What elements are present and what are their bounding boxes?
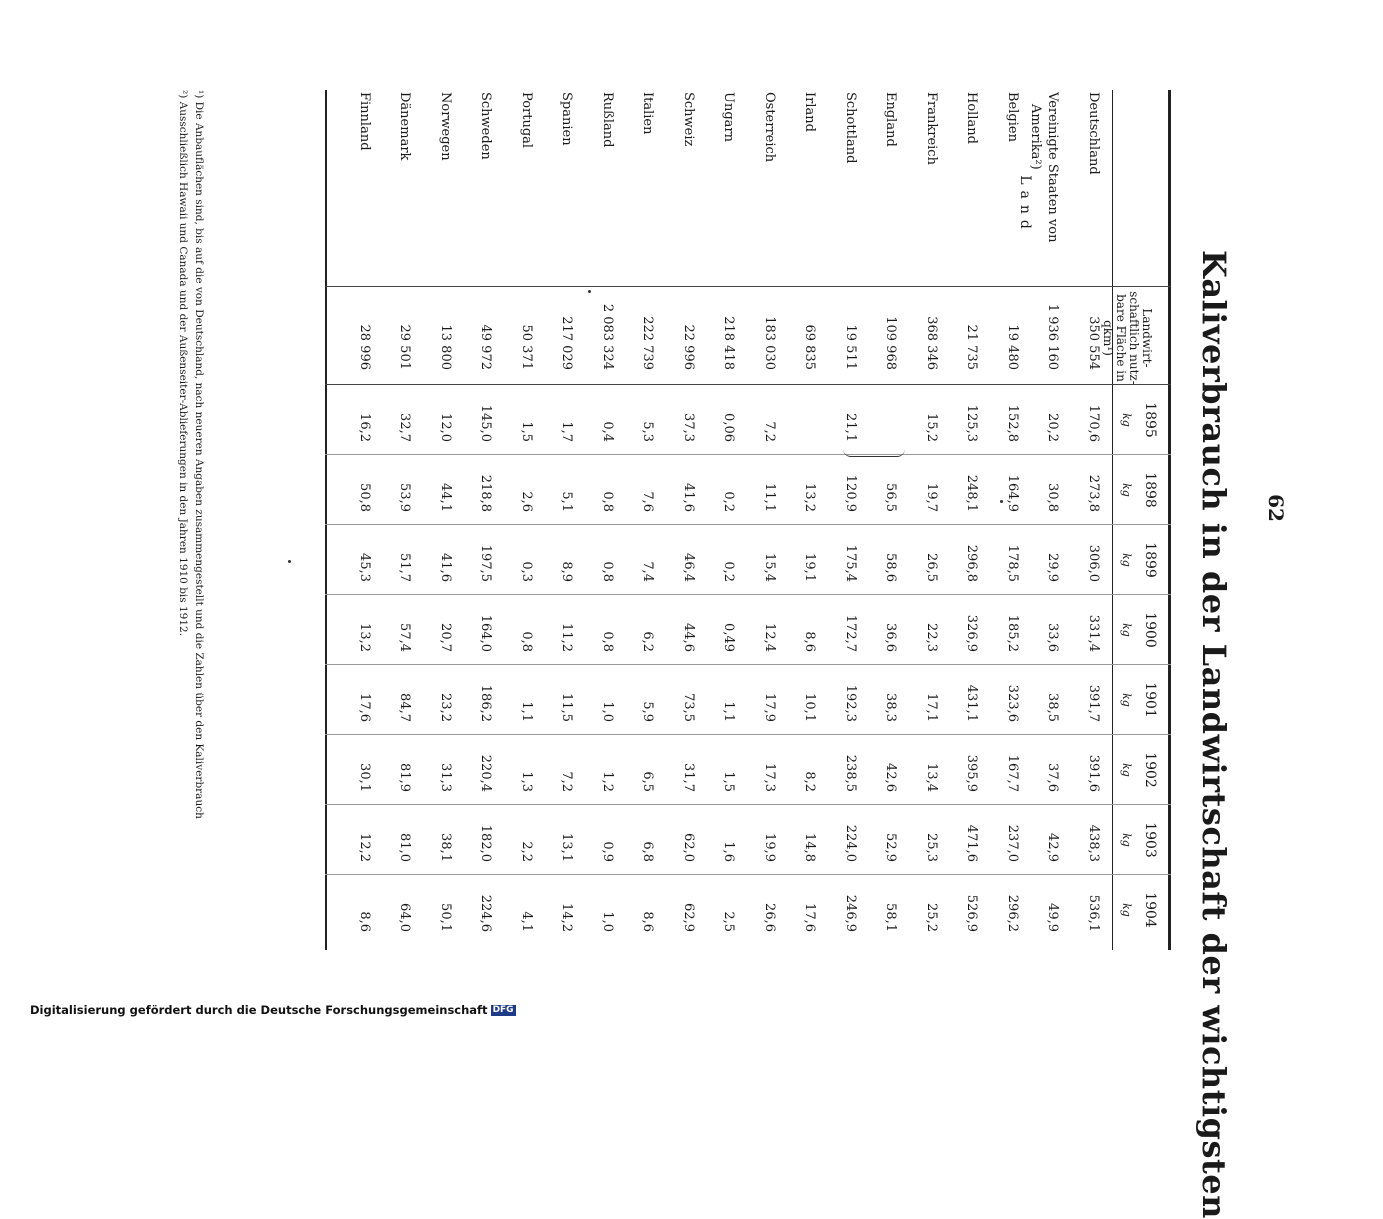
value-cell-1899: 175,4 <box>843 544 858 582</box>
scan-speck <box>288 560 291 563</box>
value-cell-1903: 237,0 <box>1005 824 1020 862</box>
value-cell-1900: 0,8 <box>600 631 615 652</box>
country-cell <box>477 92 494 290</box>
country-cell <box>1003 92 1020 290</box>
value-cell-1902: 391,6 <box>1086 754 1101 792</box>
header-unit: kg <box>1120 413 1133 427</box>
value-cell-1902: 31,3 <box>438 763 453 792</box>
area-cell: 21 735 <box>964 324 980 370</box>
value-cell-1898: 2,6 <box>519 491 534 512</box>
value-cell-1904: 526,9 <box>964 894 980 932</box>
value-cell-1902: 8,2 <box>802 771 818 792</box>
value-cell-1900: 0,49 <box>721 623 737 652</box>
value-cell-1904: 50,1 <box>438 903 453 932</box>
value-cell-1904: 536,1 <box>1086 894 1101 932</box>
area-cell: 29 501 <box>397 324 413 370</box>
value-cell-1899: 178,5 <box>1005 544 1020 582</box>
value-cell-1895: 0,06 <box>721 413 737 442</box>
area-cell: 222 739 <box>640 316 656 370</box>
table-row <box>338 0 372 1000</box>
value-cell-1903: 14,8 <box>802 833 818 862</box>
header-area: Landwirt-schaftlich nutz-bare Fläche in qkm¹) <box>1101 291 1154 385</box>
country-name: Schottland <box>843 92 858 164</box>
value-cell-1903: 52,9 <box>883 833 899 862</box>
header-unit: kg <box>1120 903 1133 917</box>
header-year: 1899 <box>1142 542 1158 578</box>
value-cell-1900: 326,9 <box>964 614 980 652</box>
value-cell-1900: 20,7 <box>438 623 453 652</box>
value-cell-1901: 17,6 <box>357 693 372 722</box>
value-cell-1903: 224,0 <box>843 824 858 862</box>
value-cell-1903: 81,0 <box>397 833 413 862</box>
value-cell-1900: 172,7 <box>843 614 858 652</box>
value-cell-1899: 26,5 <box>924 553 939 582</box>
value-cell-1899: 197,5 <box>478 544 494 582</box>
value-cell-1895: 37,3 <box>681 413 696 442</box>
value-cell-1902: 1,2 <box>600 771 615 792</box>
country-name: Portugal <box>519 92 534 149</box>
value-cell-1901: 73,5 <box>681 693 696 722</box>
value-cell-1903: 6,8 <box>640 841 656 862</box>
country-cell <box>396 92 413 290</box>
value-cell-1902: 1,3 <box>519 771 534 792</box>
country-cell <box>436 92 453 290</box>
value-cell-1902: 37,6 <box>1045 763 1061 792</box>
area-cell: 217 029 <box>559 316 575 370</box>
header-unit: kg <box>1120 623 1133 637</box>
value-cell-1901: 38,5 <box>1045 693 1061 722</box>
area-cell: 183 030 <box>762 316 777 370</box>
top-thick-rule <box>1168 90 1171 950</box>
country-cell <box>882 92 899 290</box>
value-cell-1901: 17,9 <box>762 693 777 722</box>
digitization-credit <box>30 1003 514 1017</box>
value-cell-1898: 273,8 <box>1086 474 1101 512</box>
value-cell-1898: 50,8 <box>357 483 372 512</box>
value-cell-1900: 0,8 <box>519 631 534 652</box>
value-cell-1904: 49,9 <box>1045 903 1061 932</box>
value-cell-1904: 26,6 <box>762 903 777 932</box>
value-cell-1900: 12,4 <box>762 623 777 652</box>
header-unit: kg <box>1120 553 1133 567</box>
country-name: Österreich <box>762 92 777 163</box>
value-cell-1903: 1,6 <box>721 841 737 862</box>
country-cell <box>639 92 656 290</box>
value-cell-1899: 7,4 <box>640 561 656 582</box>
value-cell-1901: 1,1 <box>519 701 534 722</box>
table-row <box>905 0 939 1000</box>
value-cell-1899: 41,6 <box>438 553 453 582</box>
country-name: Irland <box>802 92 818 132</box>
value-cell-1901: 323,6 <box>1005 684 1020 722</box>
country-name: Italien <box>640 92 656 135</box>
value-cell-1904: 224,6 <box>478 894 494 932</box>
value-cell-1895: 7,2 <box>762 421 777 442</box>
value-cell-1895: 32,7 <box>397 413 413 442</box>
value-cell-1901: 17,1 <box>924 693 939 722</box>
country-name: Frankreich <box>924 92 939 165</box>
country-name: Ungarn <box>721 92 737 142</box>
value-cell-1902: 31,7 <box>681 763 696 792</box>
value-cell-1900: 36,6 <box>883 623 899 652</box>
header-unit: kg <box>1120 833 1133 847</box>
value-cell-1895: 0,4 <box>600 421 615 442</box>
value-cell-1902: 13,4 <box>924 763 939 792</box>
table-row <box>865 0 899 1000</box>
country-cell <box>720 92 737 290</box>
value-cell-1904: 17,6 <box>802 903 818 932</box>
value-cell-1899: 296,8 <box>964 544 980 582</box>
table-row <box>986 0 1020 1000</box>
value-cell-1903: 42,9 <box>1045 833 1061 862</box>
value-cell-1904: 58,1 <box>883 903 899 932</box>
country-name: Deutschland <box>1086 92 1101 175</box>
area-cell: 50 371 <box>519 324 534 370</box>
value-cell-1895: 145,0 <box>478 404 494 442</box>
table-row <box>419 0 453 1000</box>
area-cell: 22 996 <box>681 324 696 370</box>
value-cell-1898: 248,1 <box>964 474 980 512</box>
table-row <box>743 0 777 1000</box>
scan-speck <box>1000 500 1003 503</box>
header-unit: kg <box>1120 763 1133 777</box>
value-cell-1899: 45,3 <box>357 553 372 582</box>
value-cell-1900: 185,2 <box>1005 614 1020 652</box>
country-cell <box>558 92 575 290</box>
value-cell-1901: 23,2 <box>438 693 453 722</box>
value-cell-1900: 33,6 <box>1045 623 1061 652</box>
value-cell-1901: 84,7 <box>397 693 413 722</box>
value-cell-1895: 152,8 <box>1005 404 1020 442</box>
country-cell <box>922 92 939 290</box>
table-row <box>703 0 737 1000</box>
table-bottom-rule <box>325 90 327 950</box>
country-cell <box>1027 92 1061 290</box>
country-name: England <box>883 92 899 147</box>
country-name: Schweiz <box>681 92 696 147</box>
value-cell-1898: 218,8 <box>478 474 494 512</box>
area-cell: 109 968 <box>883 316 899 370</box>
value-cell-1903: 38,1 <box>438 833 453 862</box>
country-name: Vereinigte Staaten von <box>1045 92 1061 243</box>
value-cell-1898: 30,8 <box>1045 483 1061 512</box>
header-unit: kg <box>1120 693 1133 707</box>
value-cell-1902: 1,5 <box>721 771 737 792</box>
value-cell-1902: 81,9 <box>397 763 413 792</box>
area-cell: 19 480 <box>1005 324 1020 370</box>
value-cell-1903: 0,9 <box>600 841 615 862</box>
value-cell-1898: 53,9 <box>397 483 413 512</box>
value-cell-1902: 167,7 <box>1005 754 1020 792</box>
value-cell-1903: 471,6 <box>964 824 980 862</box>
footnote-2: ²) Ausschließlich Hawaii und Canada und der Außenseiter-Ablieferungen in den Jahren 1910 bis 1912. <box>177 90 189 637</box>
country-cell <box>760 92 777 290</box>
value-cell-1904: 8,6 <box>640 911 656 932</box>
country-name: Belgien <box>1005 92 1020 142</box>
page-title: Kaliverbrauch in der Landwirtschaft der wichtigsten <box>1195 250 1233 1219</box>
table-row <box>1027 0 1061 1000</box>
value-cell-1903: 62,0 <box>681 833 696 862</box>
area-cell: 49 972 <box>478 324 494 370</box>
value-cell-1895: 21,1 <box>843 413 858 442</box>
value-cell-1903: 19,9 <box>762 833 777 862</box>
credit-text: Digitalisierung gefördert durch die Deutsche Forschungsgemeinschaft <box>30 1003 488 1017</box>
value-cell-1901: 391,7 <box>1086 684 1101 722</box>
value-cell-1895: 1,5 <box>519 421 534 442</box>
value-cell-1899: 15,4 <box>762 553 777 582</box>
value-cell-1898: 56,5 <box>883 483 899 512</box>
table-row <box>622 0 656 1000</box>
country-name: Holland <box>964 92 980 144</box>
table-row <box>1067 0 1101 1000</box>
header-year: 1900 <box>1142 612 1158 648</box>
value-cell-1898: 19,7 <box>924 483 939 512</box>
header-year: 1901 <box>1142 682 1158 718</box>
value-cell-1901: 1,1 <box>721 701 737 722</box>
value-cell-1898: 41,6 <box>681 483 696 512</box>
value-cell-1902: 395,9 <box>964 754 980 792</box>
table-row <box>824 0 858 1000</box>
value-cell-1895: 5,3 <box>640 421 656 442</box>
value-cell-1895: 125,3 <box>964 404 980 442</box>
country-name: Norwegen <box>438 92 453 161</box>
value-cell-1899: 29,9 <box>1045 553 1061 582</box>
value-cell-1901: 5,9 <box>640 701 656 722</box>
value-cell-1904: 64,0 <box>397 903 413 932</box>
table-row <box>662 0 696 1000</box>
value-cell-1901: 431,1 <box>964 684 980 722</box>
value-cell-1902: 30,1 <box>357 763 372 792</box>
header-bottom-rule <box>1112 90 1113 950</box>
value-cell-1898: 44,1 <box>438 483 453 512</box>
value-cell-1900: 44,6 <box>681 623 696 652</box>
country-cell <box>963 92 980 290</box>
value-cell-1904: 14,2 <box>559 903 575 932</box>
value-cell-1903: 2,2 <box>519 841 534 862</box>
area-cell: 69 835 <box>802 324 818 370</box>
country-name: Dänemark <box>397 92 413 161</box>
area-cell: 368 346 <box>924 316 939 370</box>
value-cell-1904: 25,2 <box>924 903 939 932</box>
value-cell-1899: 46,4 <box>681 553 696 582</box>
value-cell-1902: 17,3 <box>762 763 777 792</box>
value-cell-1898: 0,2 <box>721 491 737 512</box>
value-cell-1901: 11,5 <box>559 693 575 722</box>
header-year: 1903 <box>1142 822 1158 858</box>
value-cell-1895: 170,6 <box>1086 404 1101 442</box>
value-cell-1904: 8,6 <box>357 911 372 932</box>
value-cell-1898: 13,2 <box>802 483 818 512</box>
value-cell-1899: 0,2 <box>721 561 737 582</box>
value-cell-1899: 0,3 <box>519 561 534 582</box>
value-cell-1904: 246,9 <box>843 894 858 932</box>
footnote-1: ¹) Die Anbauflächen sind, bis auf die von Deutschland, nach neueren Angaben zusammengestellt und die Zahlen über den Kaliverbrauch <box>193 90 205 819</box>
page-number: 62 <box>1264 494 1288 522</box>
value-cell-1898: 5,1 <box>559 491 575 512</box>
country-cell <box>517 92 534 290</box>
country-name: Spanien <box>559 92 575 146</box>
value-cell-1903: 12,2 <box>357 833 372 862</box>
value-cell-1900: 8,6 <box>802 631 818 652</box>
value-cell-1898: 164,9 <box>1005 474 1020 512</box>
country-name: Finnland <box>357 92 372 151</box>
value-cell-1900: 22,3 <box>924 623 939 652</box>
value-cell-1900: 11,2 <box>559 623 575 652</box>
header-land: Land <box>1017 175 1033 235</box>
value-cell-1901: 186,2 <box>478 684 494 722</box>
value-cell-1898: 120,9 <box>843 474 858 512</box>
value-cell-1899: 51,7 <box>397 553 413 582</box>
area-cell: 2 083 324 <box>600 303 615 370</box>
value-cell-1903: 25,3 <box>924 833 939 862</box>
value-cell-1904: 2,5 <box>721 911 737 932</box>
area-cell: 350 554 <box>1086 316 1101 370</box>
value-cell-1900: 6,2 <box>640 631 656 652</box>
header-year: 1904 <box>1142 892 1158 928</box>
country-cell <box>598 92 615 290</box>
value-cell-1904: 62,9 <box>681 903 696 932</box>
area-cell: 1 936 160 <box>1045 303 1061 370</box>
header-year: 1898 <box>1142 472 1158 508</box>
value-cell-1899: 0,8 <box>600 561 615 582</box>
value-cell-1900: 164,0 <box>478 614 494 652</box>
table-row <box>460 0 494 1000</box>
table-row <box>784 0 818 1000</box>
country-cell <box>801 92 818 290</box>
value-cell-1902: 42,6 <box>883 763 899 792</box>
country-name: Rußland <box>600 92 615 148</box>
table-row <box>581 0 615 1000</box>
scan-speck <box>588 290 591 293</box>
value-cell-1895: 15,2 <box>924 413 939 442</box>
value-cell-1895: 1,7 <box>559 421 575 442</box>
dfg-logo: DFG <box>492 1005 514 1015</box>
country-name-continued: Amerika²) <box>1028 104 1044 170</box>
country-cell <box>679 92 696 290</box>
area-cell: 218 418 <box>721 316 737 370</box>
value-cell-1901: 10,1 <box>802 693 818 722</box>
value-cell-1904: 1,0 <box>600 911 615 932</box>
table-row <box>500 0 534 1000</box>
value-cell-1902: 7,2 <box>559 771 575 792</box>
value-cell-1903: 438,3 <box>1086 824 1101 862</box>
value-cell-1902: 238,5 <box>843 754 858 792</box>
area-cell: 13 800 <box>438 324 453 370</box>
value-cell-1904: 296,2 <box>1005 894 1020 932</box>
header-year: 1895 <box>1142 402 1158 438</box>
value-cell-1899: 306,0 <box>1086 544 1101 582</box>
value-cell-1904: 4,1 <box>519 911 534 932</box>
country-name: Schweden <box>478 92 494 160</box>
value-cell-1901: 192,3 <box>843 684 858 722</box>
area-cell: 28 996 <box>357 324 372 370</box>
value-cell-1899: 8,9 <box>559 561 575 582</box>
value-cell-1898: 0,8 <box>600 491 615 512</box>
value-cell-1898: 7,6 <box>640 491 656 512</box>
country-cell <box>841 92 858 290</box>
value-cell-1900: 13,2 <box>357 623 372 652</box>
area-cell: 19 511 <box>843 324 858 370</box>
value-cell-1902: 6,5 <box>640 771 656 792</box>
table-row <box>946 0 980 1000</box>
value-cell-1899: 58,6 <box>883 553 899 582</box>
header-year: 1902 <box>1142 752 1158 788</box>
header-unit: kg <box>1120 483 1133 497</box>
value-cell-1895: 16,2 <box>357 413 372 442</box>
value-cell-1900: 331,4 <box>1086 614 1101 652</box>
value-cell-1903: 13,1 <box>559 833 575 862</box>
value-cell-1895: 12,0 <box>438 413 453 442</box>
table-row <box>541 0 575 1000</box>
country-cell <box>355 92 372 290</box>
england-scotland-brace <box>843 448 905 457</box>
value-cell-1895: 20,2 <box>1045 413 1061 442</box>
value-cell-1902: 220,4 <box>478 754 494 792</box>
value-cell-1901: 38,3 <box>883 693 899 722</box>
value-cell-1903: 182,0 <box>478 824 494 862</box>
value-cell-1899: 19,1 <box>802 553 818 582</box>
country-cell <box>1084 92 1101 290</box>
table-row <box>379 0 413 1000</box>
value-cell-1900: 57,4 <box>397 623 413 652</box>
value-cell-1898: 11,1 <box>762 483 777 512</box>
value-cell-1901: 1,0 <box>600 701 615 722</box>
